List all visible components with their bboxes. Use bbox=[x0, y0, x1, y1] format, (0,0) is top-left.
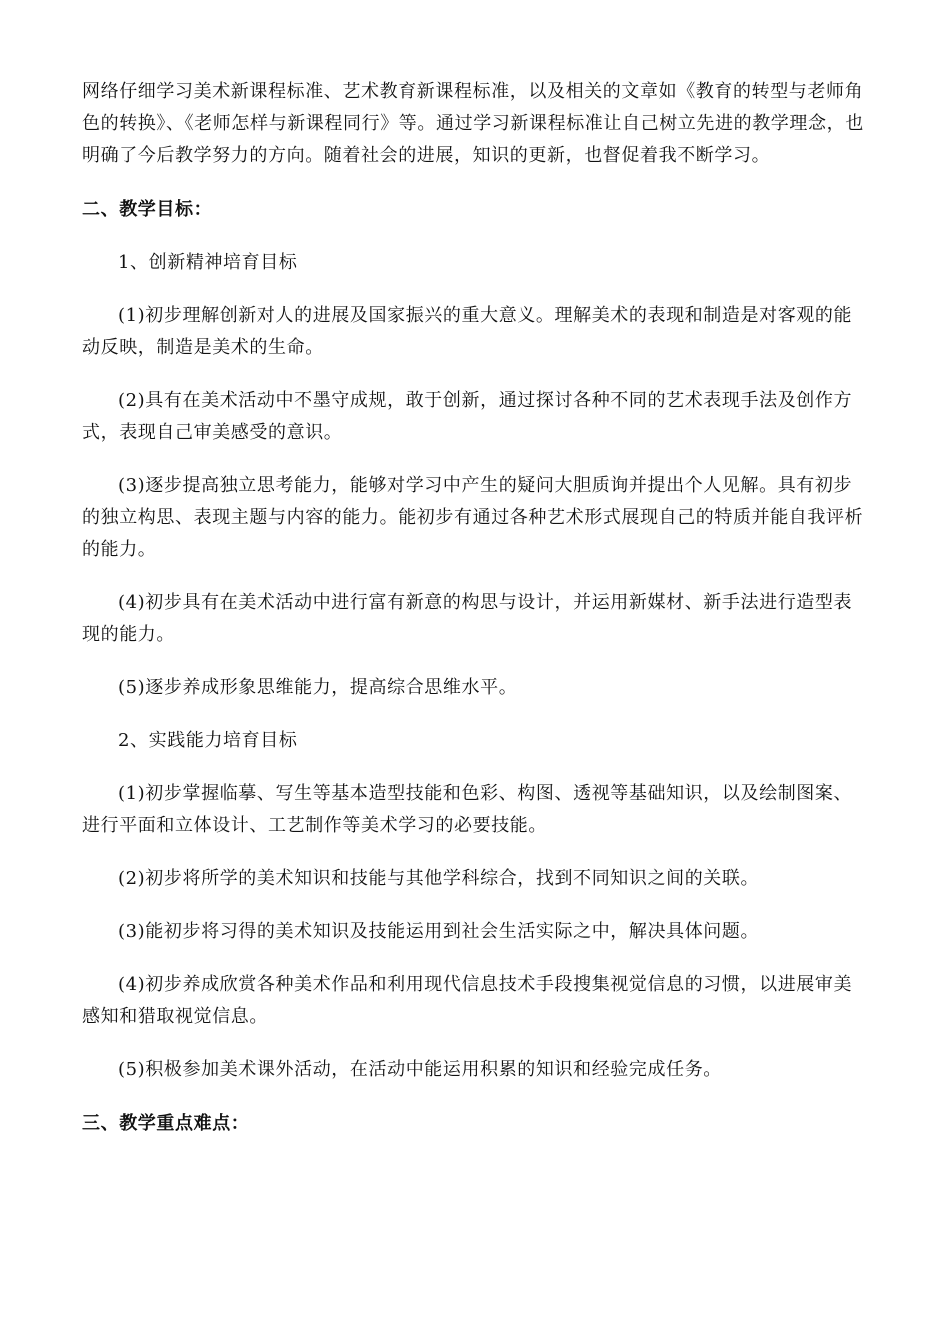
list-item: (3)能初步将习得的美术知识及技能运用到社会生活实际之中，解决具体问题。 bbox=[118, 921, 760, 942]
list-item: (5)逐步养成形象思维能力，提高综合思维水平。 bbox=[118, 677, 518, 698]
list-item: (1)初步理解创新对人的进展及国家振兴的重大意义。理解美术的表现和制造是对客观的能动反映，制造是美术的生命。 bbox=[82, 305, 853, 358]
document-page bbox=[82, 76, 868, 1140]
list-item: (3)逐步提高独立思考能力，能够对学习中产生的疑问大胆质询并提出个人见解。具有初步的独立构思、表现主题与内容的能力。能初步有通过各种艺术形式展现自己的特质并能自我评析的能力。 bbox=[82, 475, 864, 560]
subsection-title-practice: 2、实践能力培育目标 bbox=[118, 730, 298, 751]
list-item: (5)积极参加美术课外活动，在活动中能运用积累的知识和经验完成任务。 bbox=[118, 1059, 722, 1080]
list-item: (2)初步将所学的美术知识和技能与其他学科综合，找到不同知识之间的关联。 bbox=[118, 868, 760, 889]
intro-paragraph: 网络仔细学习美术新课程标准、艺术教育新课程标准，以及相关的文章如《教育的转型与老师角色的转换》、《老师怎样与新课程同行》等。通过学习新课程标准让自己树立先进的教学理念，也明确了今后教学努力的方向。随着社会的进展，知识的更新，也督促着我不断学习。 bbox=[82, 81, 864, 166]
list-item: (4)初步养成欣赏各种美术作品和利用现代信息技术手段搜集视觉信息的习惯，以进展审美感知和猎取视觉信息。 bbox=[82, 974, 853, 1027]
subsection-title-innovation: 1、创新精神培育目标 bbox=[118, 252, 298, 273]
list-item: (2)具有在美术活动中不墨守成规，敢于创新，通过探讨各种不同的艺术表现手法及创作方式，表现自己审美感受的意识。 bbox=[82, 390, 853, 443]
list-item: (1)初步掌握临摹、写生等基本造型技能和色彩、构图、透视等基础知识，以及绘制图案、进行平面和立体设计、工艺制作等美术学习的必要技能。 bbox=[82, 783, 853, 836]
section-heading-teaching-goals: 二、教学目标： bbox=[82, 199, 213, 220]
list-item: (4)初步具有在美术活动中进行富有新意的构思与设计，并运用新媒材、新手法进行造型表现的能力。 bbox=[82, 592, 853, 645]
section-heading-key-points: 三、教学重点难点： bbox=[82, 1113, 250, 1134]
